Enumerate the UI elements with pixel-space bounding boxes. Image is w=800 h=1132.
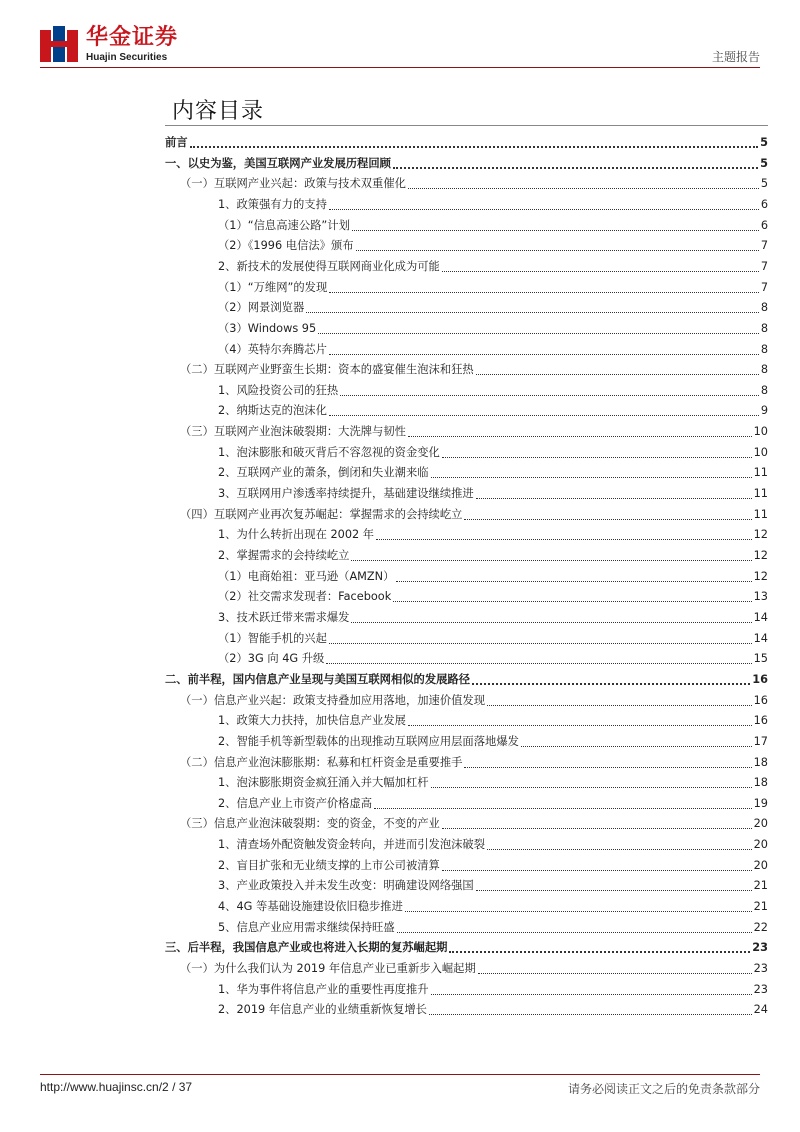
toc-entry-title: 2、智能手机等新型载体的出现推动互联网应用层面落地爆发 bbox=[218, 734, 519, 748]
toc-entry[interactable] bbox=[218, 708, 768, 728]
toc-dot-leader bbox=[476, 374, 759, 375]
toc-entry[interactable] bbox=[218, 873, 768, 893]
toc-dot-leader bbox=[476, 890, 752, 891]
toc-entry-title: （2）网景浏览器 bbox=[218, 301, 305, 315]
toc-dot-leader bbox=[464, 767, 751, 768]
toc-entry-page: 16 bbox=[753, 693, 768, 707]
toc-dot-leader bbox=[396, 581, 751, 582]
toc-entry-title: 2、互联网产业的萧条，倒闭和失业潮来临 bbox=[218, 466, 429, 480]
toc-entry-page: 21 bbox=[753, 879, 768, 893]
toc-dot-leader bbox=[397, 932, 752, 933]
toc-entry-title: 二、前半程，国内信息产业呈现与美国互联网相似的发展路径 bbox=[165, 672, 471, 686]
toc-entry-page: 21 bbox=[753, 900, 768, 914]
toc-entry-title: 4、4G 等基础设施建设依旧稳步推进 bbox=[218, 900, 403, 914]
toc-entry[interactable] bbox=[165, 667, 768, 687]
footer-disclaimer: 请务必阅读正文之后的免责条款部分 bbox=[567, 1082, 760, 1096]
toc-entry-page: 23 bbox=[752, 941, 768, 955]
toc-entry-page: 14 bbox=[753, 631, 768, 645]
toc-entry-title: 三、后半程，我国信息产业或也将进入长期的复苏崛起期 bbox=[165, 941, 448, 955]
toc-entry[interactable] bbox=[180, 750, 768, 770]
toc-entry[interactable] bbox=[218, 440, 768, 460]
toc-entry[interactable] bbox=[165, 151, 768, 171]
toc-dot-leader bbox=[442, 271, 759, 272]
toc-entry-page: 11 bbox=[753, 507, 768, 521]
toc-entry-title: （一）为什么我们认为 2019 年信息产业已重新步入崛起期 bbox=[180, 962, 476, 975]
toc-entry-page: 16 bbox=[752, 672, 768, 686]
toc-entry-title: 1、政策大力扶持，加快信息产业发展 bbox=[218, 714, 406, 728]
toc-entry[interactable] bbox=[218, 460, 768, 480]
toc-entry-title: 2、新技术的发展使得互联网商业化成为可能 bbox=[218, 259, 440, 273]
toc-dot-leader bbox=[329, 415, 759, 416]
toc-dot-leader bbox=[356, 250, 759, 251]
toc-entry[interactable] bbox=[218, 233, 768, 253]
logo-chinese-name: 华金证券 bbox=[86, 25, 179, 50]
toc-dot-leader bbox=[405, 911, 752, 912]
toc-entry-page: 13 bbox=[753, 590, 768, 604]
toc-entry[interactable] bbox=[180, 357, 768, 377]
toc-entry-page: 7 bbox=[760, 259, 768, 273]
toc-entry-page: 7 bbox=[760, 280, 768, 294]
toc-entry-title: 1、泡沫膨胀和破灭背后不容忽视的资金变化 bbox=[218, 445, 440, 459]
toc-entry-page: 6 bbox=[760, 218, 768, 232]
toc-dot-leader bbox=[431, 994, 752, 995]
toc-entry-page: 8 bbox=[760, 363, 768, 377]
footer-divider bbox=[40, 1074, 760, 1075]
toc-dot-leader bbox=[329, 643, 752, 644]
toc-dot-leader bbox=[408, 436, 752, 437]
toc-entry-title: （1）智能手机的兴起 bbox=[218, 631, 327, 645]
toc-entry-title: （1）电商始祖：亚马逊（AMZN） bbox=[218, 569, 395, 583]
toc-entry-page: 8 bbox=[760, 342, 768, 356]
toc-entry-page: 11 bbox=[753, 466, 768, 480]
toc-entry-title: 前言 bbox=[165, 136, 188, 149]
toc-entry[interactable] bbox=[218, 316, 768, 336]
toc-entry[interactable] bbox=[180, 502, 768, 522]
toc-title: 内容目录 bbox=[172, 99, 265, 124]
toc-entry-page: 10 bbox=[753, 425, 768, 439]
toc-entry[interactable] bbox=[165, 130, 768, 150]
toc-entry-title: 2、2019 年信息产业的业绩重新恢复增长 bbox=[218, 1003, 427, 1017]
toc-dot-leader bbox=[326, 663, 751, 664]
toc-dot-leader bbox=[521, 746, 752, 747]
toc-entry[interactable] bbox=[218, 275, 768, 295]
toc-entry[interactable] bbox=[218, 729, 768, 749]
toc-entry-title: （一）信息产业兴起：政策支持叠加应用落地，加速价值发现 bbox=[180, 693, 486, 707]
toc-entry-title: 2、信息产业上市资产价格虚高 bbox=[218, 796, 373, 810]
toc-entry-page: 8 bbox=[760, 321, 768, 335]
toc-entry-page: 8 bbox=[760, 383, 768, 397]
toc-entry[interactable] bbox=[165, 935, 768, 955]
toc-dot-leader bbox=[431, 477, 752, 478]
toc-dot-leader bbox=[318, 333, 759, 334]
toc-entry-page: 11 bbox=[753, 487, 768, 501]
toc-entry-title: （2）社交需求发现者：Facebook bbox=[218, 590, 392, 604]
toc-dot-leader bbox=[442, 828, 752, 829]
toc-dot-leader bbox=[449, 951, 750, 953]
huajin-logo-icon bbox=[40, 26, 78, 62]
footer-url: http://www.huajinsc.cn/2 / 37 bbox=[40, 1080, 193, 1094]
toc-entry[interactable] bbox=[218, 626, 768, 646]
toc-entry[interactable] bbox=[218, 997, 768, 1017]
toc-dot-leader bbox=[329, 292, 759, 293]
toc-entry[interactable] bbox=[218, 584, 768, 604]
toc-dot-leader bbox=[351, 560, 751, 561]
toc-entry[interactable] bbox=[218, 254, 768, 274]
toc-dot-leader bbox=[329, 209, 759, 210]
toc-entry-page: 5 bbox=[760, 156, 768, 170]
toc-entry-title: 2、盲目扩张和无业绩支撑的上市公司被清算 bbox=[218, 858, 440, 872]
report-type-label: 主题报告 bbox=[711, 50, 760, 64]
toc-entry-page: 16 bbox=[753, 714, 768, 728]
toc-entry-page: 10 bbox=[753, 445, 768, 459]
toc-entry-page: 6 bbox=[760, 197, 768, 211]
toc-entry-page: 9 bbox=[760, 404, 768, 418]
toc-title-divider bbox=[165, 125, 768, 126]
toc-entry-page: 5 bbox=[760, 136, 768, 149]
toc-entry-page: 17 bbox=[753, 734, 768, 748]
toc-entry-title: 1、为什么转折出现在 2002 年 bbox=[218, 528, 375, 542]
toc-dot-leader bbox=[190, 146, 759, 148]
toc-entry-title: 2、掌握需求的会持续屹立 bbox=[218, 549, 350, 562]
toc-entry-page: 22 bbox=[753, 920, 768, 934]
toc-dot-leader bbox=[340, 395, 759, 396]
toc-entry-title: （一）互联网产业兴起：政策与技术双重催化 bbox=[180, 177, 406, 191]
toc-entry[interactable] bbox=[218, 213, 768, 233]
toc-entry-page: 18 bbox=[753, 755, 768, 769]
toc-entry[interactable] bbox=[218, 977, 768, 997]
toc-dot-leader bbox=[487, 705, 752, 706]
toc-entry-title: 1、泡沫膨胀期资金疯狂涌入并大幅加杠杆 bbox=[218, 776, 429, 790]
toc-entry-title: 2、纳斯达克的泡沫化 bbox=[218, 404, 327, 418]
toc-entry[interactable] bbox=[218, 894, 768, 914]
toc-entry-page: 20 bbox=[753, 817, 768, 831]
toc-dot-leader bbox=[374, 808, 752, 809]
toc-dot-leader bbox=[429, 1014, 752, 1015]
toc-entry-page: 5 bbox=[760, 177, 768, 191]
toc-dot-leader bbox=[464, 519, 751, 520]
toc-dot-leader bbox=[442, 870, 752, 871]
toc-dot-leader bbox=[442, 457, 752, 458]
logo-english-name: Huajin Securities bbox=[86, 52, 168, 63]
toc-entry[interactable] bbox=[218, 398, 768, 418]
toc-entry-page: 14 bbox=[753, 610, 768, 624]
toc-entry-page: 20 bbox=[753, 838, 768, 852]
toc-dot-leader bbox=[393, 601, 751, 602]
toc-entry-title: （4）英特尔奔腾芯片 bbox=[218, 342, 327, 356]
toc-dot-leader bbox=[351, 622, 751, 623]
toc-entry-title: 3、互联网用户渗透率持续提升，基础建设继续推进 bbox=[218, 487, 474, 501]
toc-entry-page: 8 bbox=[760, 301, 768, 315]
toc-dot-leader bbox=[352, 230, 759, 231]
toc-entry[interactable] bbox=[218, 564, 768, 584]
toc-dot-leader bbox=[408, 188, 759, 189]
toc-entry-page: 12 bbox=[753, 569, 768, 583]
toc-entry-title: （四）互联网产业再次复苏崛起：掌握需求的会持续屹立 bbox=[180, 507, 463, 521]
toc-entry-page: 23 bbox=[753, 962, 768, 975]
toc-entry[interactable] bbox=[218, 791, 768, 811]
toc-entry-title: 3、产业政策投入并未发生改变：明确建设网络强国 bbox=[218, 879, 474, 893]
toc-entry-title: 一、以史为鉴，美国互联网产业发展历程回顾 bbox=[165, 156, 391, 170]
toc-entry[interactable] bbox=[180, 956, 768, 976]
toc-entry-title: （1）“万维网”的发现 bbox=[218, 280, 328, 294]
toc-entry[interactable] bbox=[180, 811, 768, 831]
toc-entry[interactable] bbox=[218, 646, 768, 666]
toc-entry[interactable] bbox=[180, 688, 768, 708]
toc-entry-page: 24 bbox=[753, 1003, 768, 1017]
toc-entry-title: （1）“信息高速公路”计划 bbox=[218, 218, 350, 232]
toc-dot-leader bbox=[472, 683, 750, 685]
toc-entry-title: 1、政策强有力的支持 bbox=[218, 197, 327, 211]
toc-entry-title: （2）3G 向 4G 升级 bbox=[218, 652, 325, 666]
toc-dot-leader bbox=[487, 849, 752, 850]
toc-entry[interactable] bbox=[218, 522, 768, 542]
toc-entry[interactable] bbox=[218, 853, 768, 873]
toc-dot-leader bbox=[431, 787, 752, 788]
toc-entry-title: 1、清查场外配资触发资金转向，并进而引发泡沫破裂 bbox=[218, 838, 486, 852]
toc-entry[interactable] bbox=[218, 915, 768, 935]
toc-entry-page: 7 bbox=[760, 239, 768, 253]
toc-dot-leader bbox=[478, 973, 752, 974]
toc-dot-leader bbox=[476, 498, 752, 499]
toc-entry-page: 12 bbox=[753, 549, 768, 562]
toc-entry-title: 3、技术跃迁带来需求爆发 bbox=[218, 610, 350, 624]
toc-entry-page: 12 bbox=[753, 528, 768, 542]
toc-entry-title: 5、信息产业应用需求继续保持旺盛 bbox=[218, 920, 395, 934]
toc-entry[interactable] bbox=[218, 295, 768, 315]
toc-dot-leader bbox=[408, 725, 752, 726]
toc-dot-leader bbox=[376, 539, 752, 540]
toc-entry-title: （2）《1996 电信法》颁布 bbox=[218, 239, 354, 253]
toc-entry-title: （3）Windows 95 bbox=[218, 321, 317, 335]
toc-dot-leader bbox=[329, 354, 759, 355]
toc-entry[interactable] bbox=[218, 378, 768, 398]
toc-entry[interactable] bbox=[218, 192, 768, 212]
toc-entry[interactable] bbox=[180, 171, 768, 191]
toc-entry-title: 1、风险投资公司的狂热 bbox=[218, 383, 339, 397]
toc-entry-page: 20 bbox=[753, 858, 768, 872]
toc-entry[interactable] bbox=[218, 605, 768, 625]
toc-entry-page: 15 bbox=[753, 652, 768, 666]
toc-entry[interactable] bbox=[218, 337, 768, 357]
toc-entry-title: （二）互联网产业野蛮生长期：资本的盛宴催生泡沫和狂热 bbox=[180, 363, 474, 377]
toc-entry[interactable] bbox=[180, 419, 768, 439]
toc-entry-title: 1、华为事件将信息产业的重要性再度推升 bbox=[218, 982, 429, 996]
toc-dot-leader bbox=[306, 312, 759, 313]
toc-entry-page: 23 bbox=[753, 982, 768, 996]
toc-entry[interactable] bbox=[218, 481, 768, 501]
toc-dot-leader bbox=[393, 167, 758, 169]
toc-entry-title: （三）信息产业泡沫破裂期：变的资金，不变的产业 bbox=[180, 817, 440, 831]
toc-entry[interactable] bbox=[218, 770, 768, 790]
page-header bbox=[40, 20, 760, 68]
toc-entry[interactable] bbox=[218, 832, 768, 852]
toc-entry-page: 19 bbox=[753, 796, 768, 810]
header-divider bbox=[40, 67, 760, 68]
toc-entry[interactable] bbox=[218, 543, 768, 563]
toc-entry-title: （二）信息产业泡沫膨胀期：私募和杠杆资金是重要推手 bbox=[180, 755, 463, 769]
toc-entry-title: （三）互联网产业泡沫破裂期：大洗牌与韧性 bbox=[180, 425, 406, 439]
toc-entry-page: 18 bbox=[753, 776, 768, 790]
